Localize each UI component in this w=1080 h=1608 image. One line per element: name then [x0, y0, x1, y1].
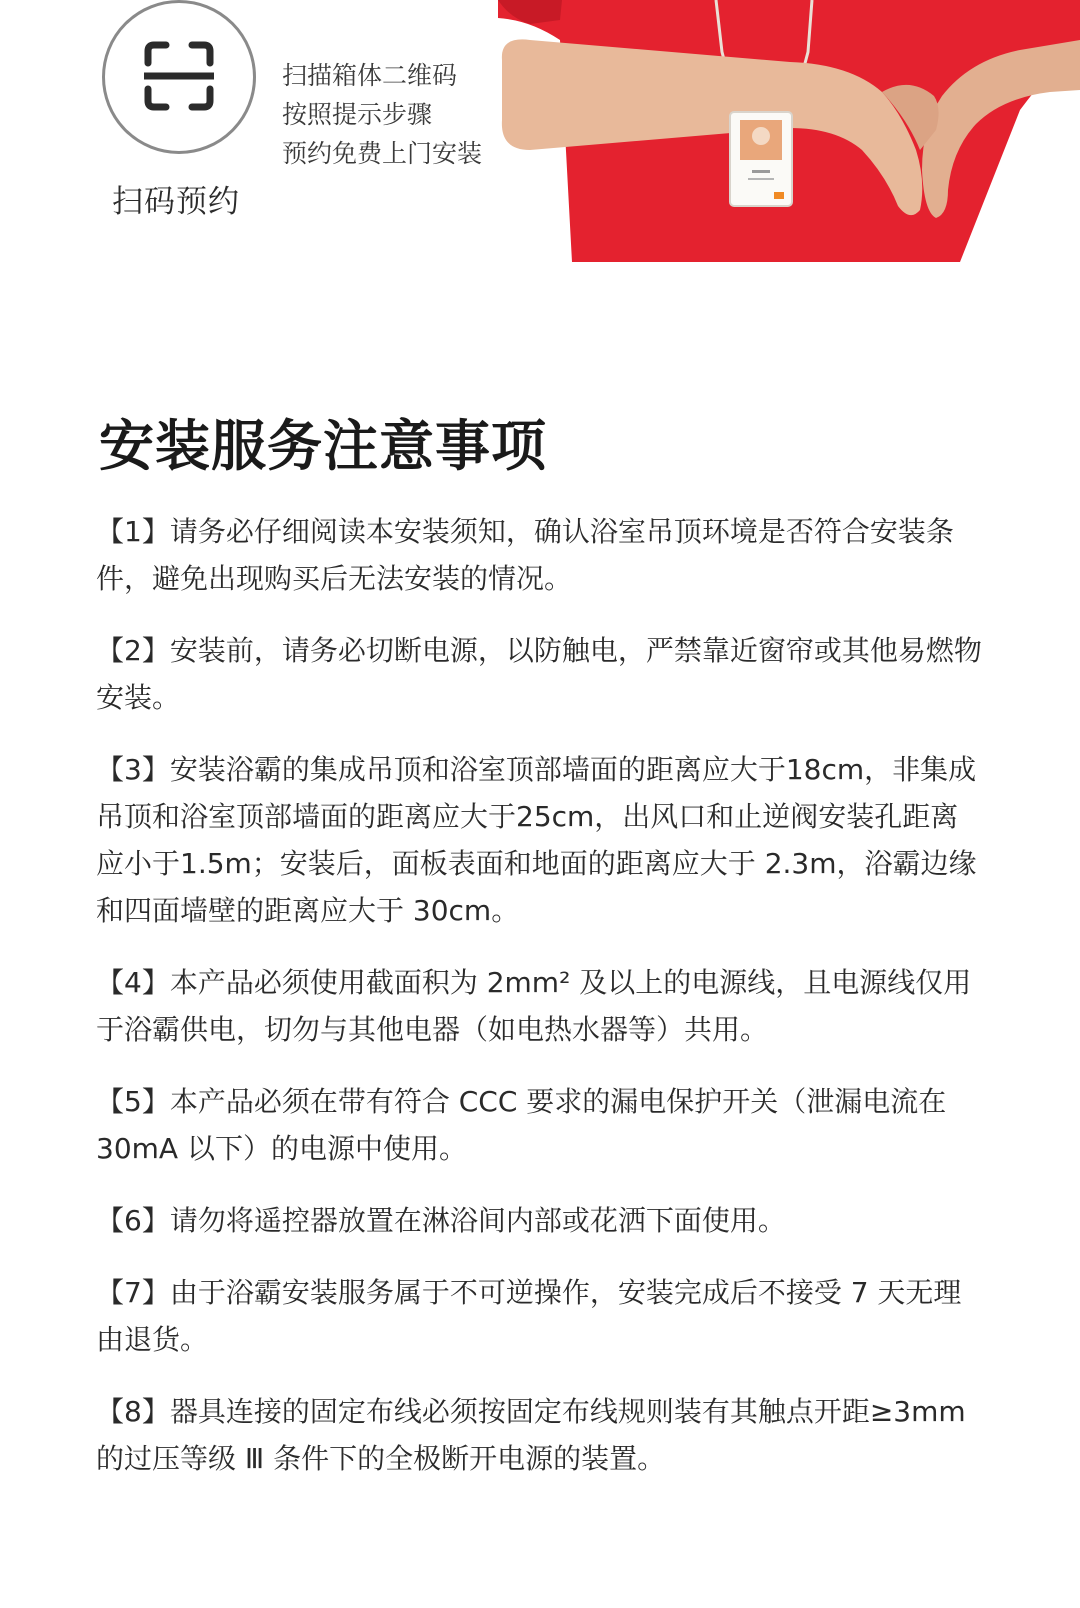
page-title: 安装服务注意事项: [99, 414, 548, 478]
qr-scan-icon: [144, 41, 214, 111]
notice-item: 【7】由于浴霸安装服务属于不可逆操作，安装完成后不接受 7 天无理由退货。: [96, 1276, 962, 1356]
notice-item: 【5】本产品必须在带有符合 CCC 要求的漏电保护开关（泄漏电流在 30mA 以下）的电源中使用。: [96, 1085, 947, 1165]
installer-photo: [490, 0, 1080, 262]
notice-item: 【3】安装浴霸的集成吊顶和浴室顶部墙面的距离应大于18cm，非集成吊顶和浴室顶部墙面的距离应大于25cm，出风口和止逆阀安装孔距离应小于1.5m；安装后，面板表面和地面的距离应大于 2.3m，浴霸边缘和四面墙壁的距离应大于 30cm。: [96, 753, 977, 927]
scan-button[interactable]: [102, 0, 256, 154]
scan-step: 按照提示步骤: [282, 100, 433, 129]
scan-steps: [282, 56, 482, 173]
notice-item: 【2】安装前，请务必切断电源，以防触电，严禁靠近窗帘或其他易燃物安装。: [96, 634, 982, 714]
notice-list: [96, 508, 986, 1507]
notice-item: 【1】请务必仔细阅读本安装须知，确认浴室吊顶环境是否符合安装条件，避免出现购买后无法安装的情况。: [96, 515, 954, 595]
scan-step: 扫描箱体二维码: [282, 61, 458, 90]
notice-item: 【8】器具连接的固定布线必须按固定布线规则装有其触点开距≥3mm的过压等级 Ⅲ 条件下的全极断开电源的装置。: [96, 1395, 966, 1475]
notice-item: 【4】本产品必须使用截面积为 2mm² 及以上的电源线，且电源线仅用于浴霸供电，切勿与其他电器（如电热水器等）共用。: [96, 966, 972, 1046]
notice-item: 【6】请勿将遥控器放置在淋浴间内部或花洒下面使用。: [96, 1204, 786, 1237]
scan-booking-label: 扫码预约: [112, 184, 240, 220]
scan-step: 预约免费上门安装: [282, 139, 483, 168]
install-service-banner: [0, 0, 1080, 262]
